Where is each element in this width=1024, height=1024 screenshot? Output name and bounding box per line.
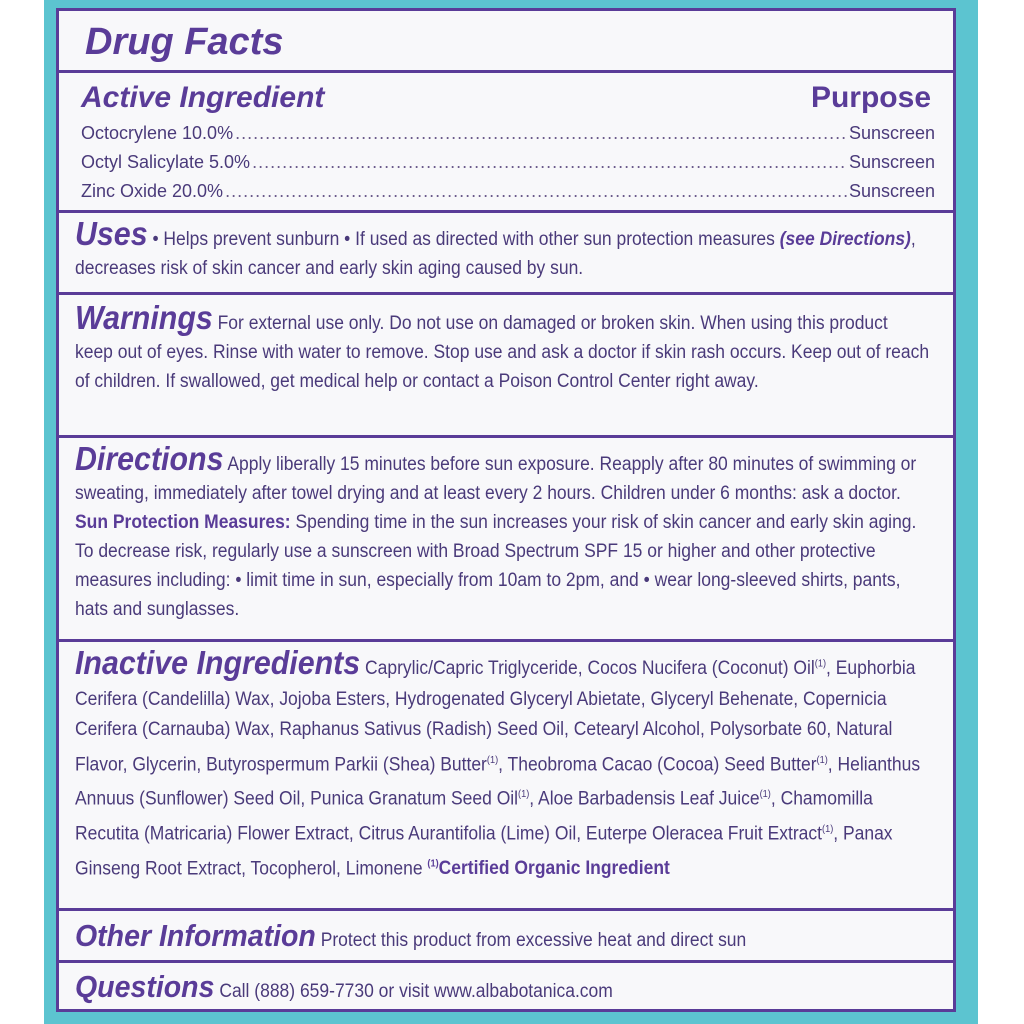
inactive-part-1: Caprylic/Capric Triglyceride, Cocos Nucifera (Coconut) Oil bbox=[365, 658, 815, 679]
active-ingredient-list bbox=[75, 119, 935, 206]
directions-body-1: Apply liberally 15 minutes before sun exposure. Reapply after 80 minutes of swimming or sweating, immediately after towel drying and at least every 2 hours. Children under 6 months: ask a doctor. bbox=[75, 454, 917, 504]
uses-section bbox=[59, 213, 953, 295]
ingredient-name: Zinc Oxide 20.0% bbox=[81, 181, 224, 201]
uses-heading: Uses bbox=[75, 215, 148, 252]
inactive-ingredients-heading: Inactive Ingredients bbox=[75, 644, 361, 681]
questions-heading: Questions bbox=[75, 969, 215, 1004]
inactive-part-7: , Panax Ginseng Root Extract, Tocopherol, Limonene bbox=[75, 823, 893, 880]
leader-dots bbox=[225, 177, 847, 206]
active-ingredient-row bbox=[81, 119, 935, 148]
ingredient-purpose: Sunscreen bbox=[848, 123, 935, 143]
active-ingredient-section bbox=[59, 73, 953, 213]
footnote-legend bbox=[427, 858, 669, 879]
directions-section bbox=[59, 438, 953, 642]
footnote-text: Certified Organic Ingredient bbox=[438, 858, 670, 880]
inactive-ingredients-section bbox=[59, 642, 953, 911]
purpose-heading: Purpose bbox=[810, 81, 931, 114]
other-information-section bbox=[59, 911, 953, 963]
active-ingredient-row bbox=[81, 177, 935, 206]
inactive-part-2: , Euphorbia Cerifera (Candelilla) Wax, Jojoba Esters, Hydrogenated Glyceryl Abietate, Glyceryl Behenate, Copernicia Cerifera (Carnauba) Wax, Raphanus Sativus (Radish) Seed Oil, Cetearyl Alcohol, Polysorbate 60, Natural Flavor, Glycerin, Butyrospermum Parkii (Shea) Butter bbox=[75, 658, 916, 775]
warnings-heading: Warnings bbox=[75, 299, 213, 336]
directions-body-2: Spending time in the sun increases your risk of skin cancer and early skin aging. To decrease risk, regularly use a sunscreen with Broad Spectrum SPF 15 or higher and other protective measures including: • limit time in sun, especially from 10am to 2pm, and • wear long-sleeved shirts, pants, hats and sunglasses. bbox=[75, 512, 917, 620]
footnote-marker: (1) bbox=[427, 858, 439, 870]
page-title: Drug Facts bbox=[85, 21, 284, 63]
warnings-text bbox=[75, 299, 930, 396]
questions-section bbox=[59, 963, 953, 1009]
questions-text bbox=[75, 963, 929, 1016]
footnote-marker: (1) bbox=[486, 754, 499, 766]
footnote-marker: (1) bbox=[822, 824, 834, 836]
drug-facts-panel bbox=[56, 8, 956, 1012]
footnote-marker: (1) bbox=[814, 658, 827, 670]
directions-heading: Directions bbox=[75, 440, 224, 477]
warnings-body: For external use only. Do not use on damaged or broken skin. When using this product keep out of eyes. Rinse with water to remove. Stop use and ask a doctor if skin rash occurs. Keep out of reach of children. If swallowed, get medical help or contact a Poison Control Center right away. bbox=[75, 313, 930, 392]
leader-dots bbox=[252, 148, 847, 177]
inactive-part-3: , Theobroma Cacao (Cocoa) Seed Butter bbox=[498, 753, 817, 775]
other-information-body: Protect this product from excessive heat and direct sun bbox=[320, 930, 747, 951]
ingredient-name: Octocrylene 10.0% bbox=[81, 123, 234, 143]
inactive-part-6: , Chamomilla Recutita (Matricaria) Flower Extract, Citrus Aurantifolia (Lime) Oil, Euterpe Oleracea Fruit Extract bbox=[75, 788, 873, 845]
inactive-part-5: , Aloe Barbadensis Leaf Juice bbox=[529, 788, 760, 810]
inactive-ingredients-text bbox=[75, 644, 929, 885]
sun-protection-measures-label: Sun Protection Measures: bbox=[75, 512, 291, 533]
footnote-marker: (1) bbox=[759, 789, 771, 801]
see-directions-link-text: (see Directions) bbox=[779, 229, 911, 250]
ingredient-purpose: Sunscreen bbox=[848, 152, 935, 172]
uses-bullet-2: • If used as directed with other sun protection measures bbox=[344, 229, 775, 250]
questions-body: Call (888) 659-7730 or visit www.albabotanica.com bbox=[219, 981, 613, 1002]
uses-rest: , decreases risk of skin cancer and early skin aging caused by sun. bbox=[75, 229, 916, 279]
directions-text bbox=[75, 440, 929, 624]
warnings-section bbox=[59, 295, 953, 438]
title-section bbox=[59, 11, 953, 73]
active-ingredient-heading: Active Ingredient bbox=[81, 81, 325, 114]
ingredient-name: Octyl Salicylate 5.0% bbox=[81, 152, 251, 172]
leader-dots bbox=[235, 119, 847, 148]
footnote-marker: (1) bbox=[518, 789, 530, 801]
active-ingredient-row bbox=[81, 148, 935, 177]
other-information-heading: Other Information bbox=[75, 918, 316, 953]
other-information-text bbox=[75, 911, 929, 966]
uses-text bbox=[75, 215, 929, 283]
footnote-marker: (1) bbox=[816, 754, 828, 766]
inactive-part-4: , Helianthus Annuus (Sunflower) Seed Oil, Punica Granatum Seed Oil bbox=[75, 753, 921, 810]
uses-bullet-1: • Helps prevent sunburn bbox=[152, 229, 340, 250]
ingredient-purpose: Sunscreen bbox=[848, 181, 935, 201]
